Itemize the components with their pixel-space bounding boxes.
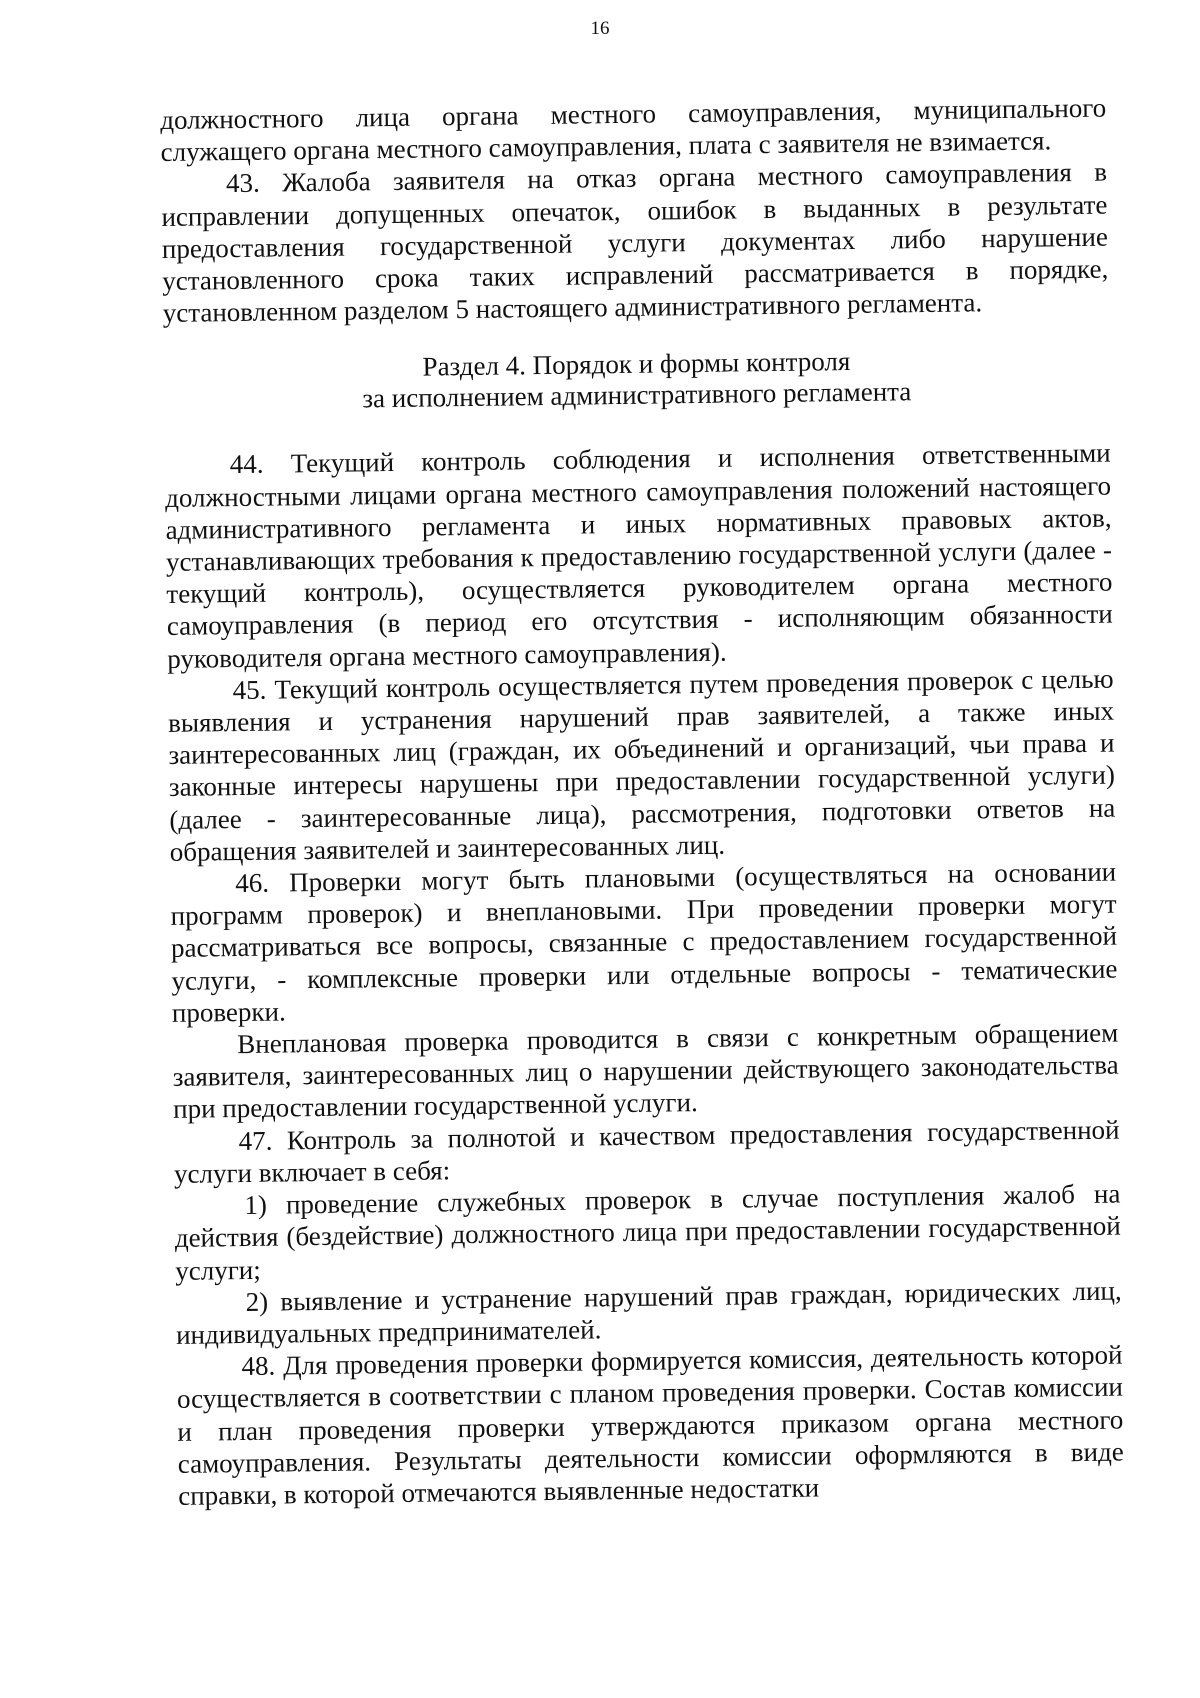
paragraph-46: 46. Проверки могут быть плановыми (осуществляться на основании программ проверок) и внеплановыми. При проведении проверки могут рассматриваться все вопросы, связанные с предоставлением государственной услуги, - комплексные проверки или отдельные вопросы - тематические проверки. (170, 856, 1118, 1028)
paragraph-47: 47. Контроль за полнотой и качеством предоставления государственной услуги включает в себя: (173, 1114, 1120, 1189)
paragraph-48: 48. Для проведения проверки формируется комиссия, деятельность которой осуществляется в соответствии с планом проведения проверки. Состав комиссии и план проведения проверки утверждаются приказом органа местного самоуправления. Результаты деятельности комиссии оформляются в виде справки, в которой отмечаются выявленные недостатки (176, 1339, 1124, 1511)
section-4-heading (163, 343, 1110, 417)
paragraph-continuation: должностного лица органа местного самоуправления, муниципального служащего органа местного самоуправления, плата с заявителя не взимается. (160, 92, 1107, 168)
section-4-title-line-2: за исполнением административного регламента (362, 376, 912, 414)
paragraph-46-unscheduled: Внеплановая проверка проводится в связи с конкретным обращением заявителя, заинтересованных лиц о нарушении действующего законодательства при предоставлении государственной услуги. (172, 1017, 1119, 1125)
document-body (160, 92, 1124, 1512)
paragraph-47-item-2: 2) выявление и устранение нарушений прав граждан, юридических лиц, индивидуальных предпринимателей. (175, 1275, 1122, 1350)
section-4-title-line-1: Раздел 4. Порядок и формы контроля (422, 346, 851, 383)
paragraph-44: 44. Текущий контроль соблюдения и исполнения ответственными должностными лицами органа местного самоуправления положений настоящего административного регламента и иных нормативных правовых актов, устанавливающих требования к предоставлению государственной услуги (далее - текущий контроль), осуществляется руководителем органа местного самоуправления (в период его отсутствия - исполняющим обязанности руководителя органа местного самоуправления). (164, 438, 1113, 674)
paragraph-43: 43. Жалоба заявителя на отказ органа местного самоуправления в исправлении допущенных опечаток, ошибок в выданных в результате предоставления государственной услуги документах либо нарушение установленного срока таких исправлений рассматривается в порядке, установленном разделом 5 настоящего административного регламента. (161, 157, 1109, 329)
paragraph-45: 45. Текущий контроль осуществляется путем проведения проверок с целью выявления и устранения нарушений прав заявителей, а также иных заинтересованных лиц (граждан, их объединений и организаций, чьи права и законные интересы нарушены при предоставлении государственной услуги) (далее - заинтересованные лица), рассмотрения, подготовки ответов на обращения заявителей и заинтересованных лиц. (167, 663, 1116, 867)
page-number: 16 (590, 18, 610, 39)
paragraph-47-item-1: 1) проведение служебных проверок в случае поступления жалоб на действия (бездействие) должностного лица при предоставлении государственной услуги; (174, 1178, 1121, 1286)
